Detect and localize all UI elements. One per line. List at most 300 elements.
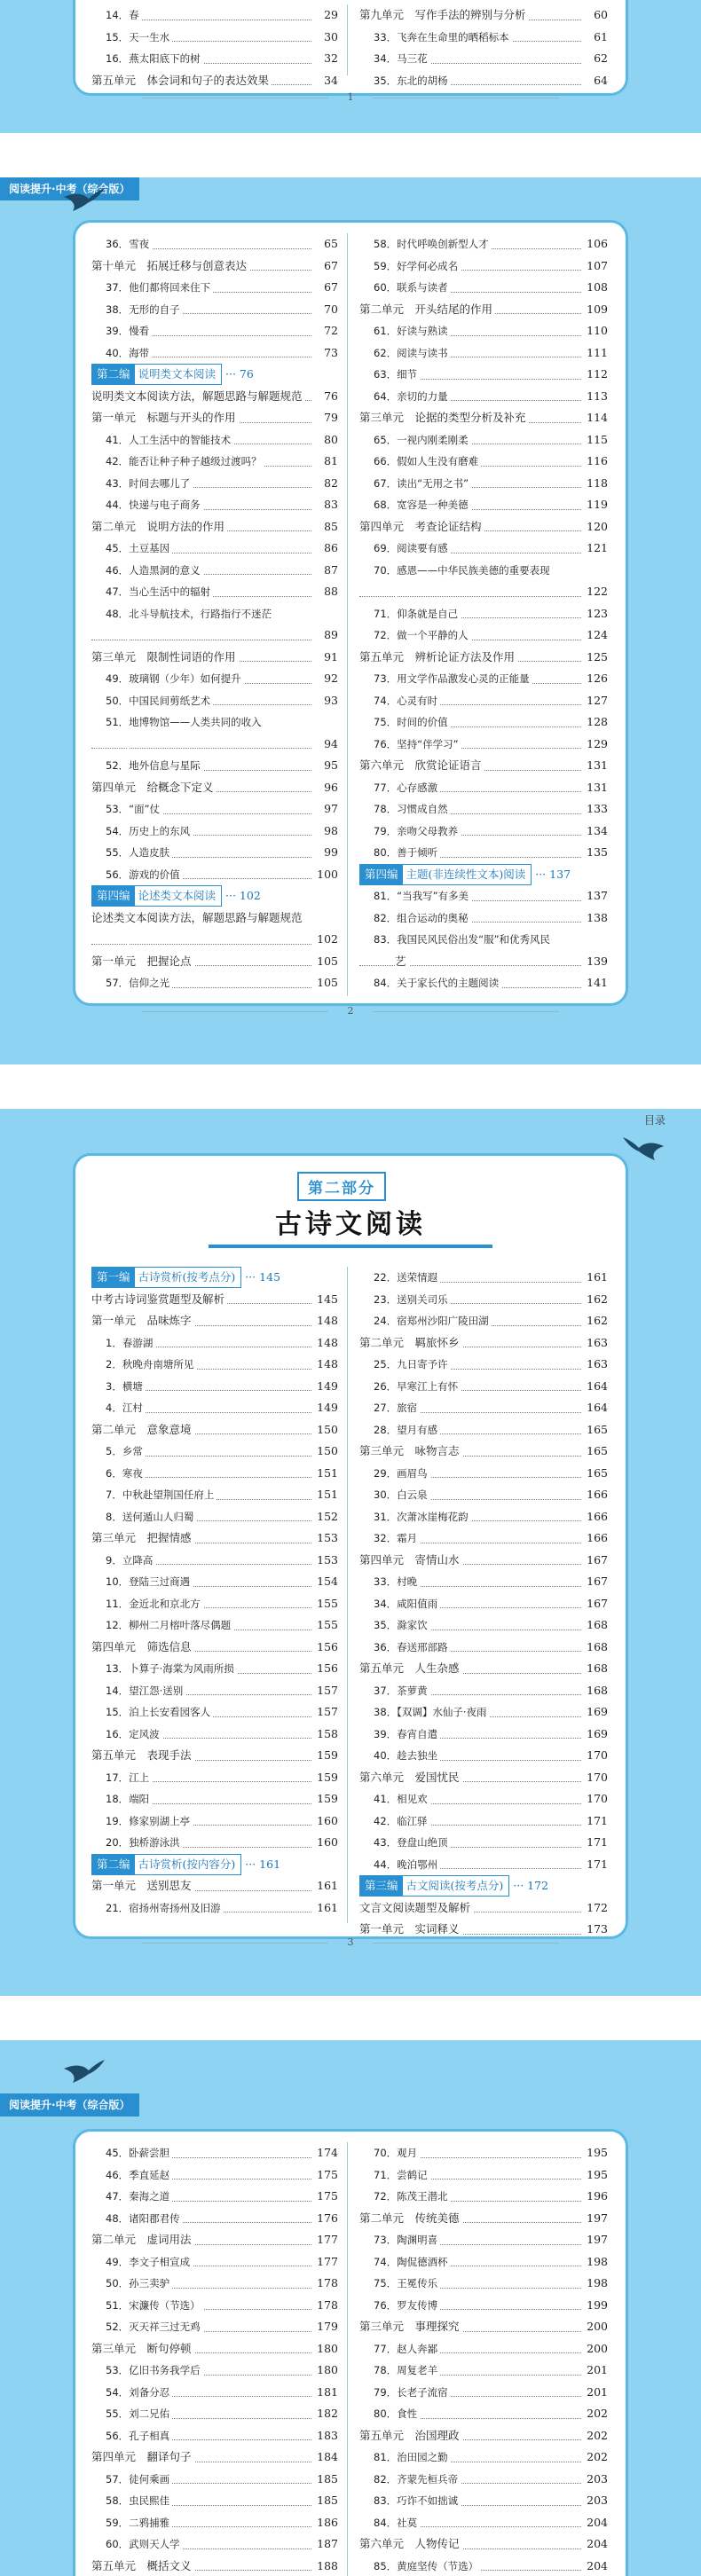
toc-entry-row[interactable] — [359, 1289, 608, 1311]
toc-entry-row[interactable] — [359, 2382, 608, 2404]
entry-title: 24．宿郑州沙阳广陵田湖 — [359, 1315, 492, 1327]
toc-entry-row[interactable] — [359, 1788, 608, 1810]
toc-entry-row[interactable] — [359, 668, 608, 690]
toc-unit-row[interactable] — [359, 516, 608, 538]
toc-unit-row[interactable] — [359, 4, 608, 27]
entry-page: 151 — [311, 1463, 338, 1485]
toc-unit-row[interactable] — [91, 386, 338, 408]
toc-entry-row[interactable] — [359, 538, 608, 560]
toc-page-3 — [0, 1109, 701, 1996]
toc-entry-row[interactable] — [359, 603, 608, 625]
toc-entry-row[interactable] — [91, 2382, 338, 2404]
toc-entry-row[interactable] — [91, 929, 338, 951]
toc-entry-row[interactable] — [91, 864, 338, 886]
entry-page: 127 — [581, 690, 608, 712]
entry-page: 188 — [311, 2556, 338, 2576]
toc-entry-row[interactable] — [91, 277, 338, 299]
toc-left-column — [91, 4, 338, 91]
toc-entry-row[interactable] — [91, 2360, 338, 2382]
toc-entry-row[interactable] — [359, 842, 608, 864]
toc-entry-row[interactable] — [359, 1354, 608, 1376]
toc-entry-row[interactable] — [359, 2360, 608, 2382]
toc-unit-row[interactable] — [359, 2425, 608, 2447]
toc-entry-row[interactable] — [91, 4, 338, 27]
toc-entry-row[interactable] — [91, 1810, 338, 1833]
toc-entry-row[interactable] — [91, 603, 338, 625]
entry-page: 73 — [311, 342, 338, 365]
toc-unit-row[interactable] — [359, 2533, 608, 2556]
toc-entry-row[interactable] — [359, 1463, 608, 1485]
toc-entry-row[interactable] — [91, 1332, 338, 1355]
toc-entry-row[interactable] — [359, 1854, 608, 1876]
toc-unit-row[interactable] — [359, 755, 608, 777]
entry-page: 185 — [311, 2490, 338, 2512]
toc-unit-row[interactable] — [91, 255, 338, 278]
entry-title: 35．滁家饮 — [359, 1619, 430, 1631]
toc-entry-row[interactable] — [91, 2469, 338, 2491]
toc-entry-row[interactable] — [91, 2512, 338, 2534]
toc-unit-row[interactable] — [91, 1528, 338, 1550]
entry-title: 25．九日寄予许 — [359, 1358, 451, 1370]
toc-entry-row[interactable] — [91, 2295, 338, 2317]
entry-page: 168 — [581, 1658, 608, 1680]
toc-entry-row[interactable] — [359, 1528, 608, 1550]
toc-entry-row[interactable] — [91, 624, 338, 647]
section-title: 主题(非连续性文本)阅读 — [406, 867, 526, 881]
entry-title: 第六单元 欣赏论证语言 — [359, 758, 484, 772]
toc-entry-row[interactable] — [359, 2469, 608, 2491]
entry-page: 164 — [581, 1397, 608, 1419]
toc-unit-row[interactable] — [91, 70, 338, 92]
entry-title: 64．亲切的力量 — [359, 390, 451, 403]
toc-unit-row[interactable] — [359, 1897, 608, 1920]
entry-page: 131 — [581, 777, 608, 799]
entry-title: 82．齐蒙先桓兵帝 — [359, 2473, 461, 2486]
entry-page: 149 — [311, 1397, 338, 1419]
toc-entry-row[interactable] — [91, 2316, 338, 2338]
toc-entry-row[interactable] — [91, 560, 338, 582]
entry-title: 50．中国民间剪纸艺术 — [91, 695, 213, 707]
entry-title: 26．早寒江上有怀 — [359, 1380, 461, 1393]
toc-entry-row[interactable] — [359, 2490, 608, 2512]
toc-unit-row[interactable] — [91, 2446, 338, 2469]
toc-entry-row[interactable] — [359, 233, 608, 255]
toc-entry-row[interactable] — [91, 798, 338, 821]
entry-page: 106 — [581, 233, 608, 255]
entry-title: 72．陈茂王潜北 — [359, 2190, 451, 2203]
toc-entry-row[interactable] — [91, 668, 338, 690]
entry-page: 91 — [311, 647, 338, 669]
toc-entry-row[interactable] — [91, 27, 338, 49]
toc-entry-row[interactable] — [359, 27, 608, 49]
toc-page-1 — [0, 0, 701, 133]
entry-title: 61．好读与熟读 — [359, 325, 451, 337]
toc-entry-row[interactable] — [359, 2142, 608, 2164]
toc-entry-row[interactable] — [91, 1788, 338, 1810]
toc-unit-row[interactable] — [91, 1310, 338, 1332]
entry-title: 66．假如人生没有磨难 — [359, 455, 481, 467]
entry-title: 21．宿扬州寄扬州及旧游 — [91, 1902, 224, 1914]
entry-page: 180 — [311, 2360, 338, 2382]
entry-title: 69．阅读要有感 — [359, 542, 451, 554]
entry-page: 166 — [581, 1528, 608, 1550]
toc-entry-row[interactable] — [359, 2556, 608, 2576]
entry-title — [127, 737, 130, 750]
toc-entry-row[interactable] — [359, 929, 608, 951]
entry-title: 71．仰条就是自己 — [359, 608, 461, 620]
toc-entry-row[interactable] — [359, 1571, 608, 1593]
toc-entry-row[interactable] — [359, 1484, 608, 1506]
toc-entry-row[interactable] — [359, 711, 608, 734]
toc-entry-row[interactable] — [91, 473, 338, 495]
toc-entry-row[interactable] — [359, 581, 608, 603]
entry-page: 197 — [581, 2229, 608, 2251]
toc-entry-row[interactable] — [91, 581, 338, 603]
toc-entry-row[interactable] — [91, 2490, 338, 2512]
toc-entry-row[interactable] — [91, 233, 338, 255]
toc-entry-row[interactable] — [359, 951, 608, 973]
entry-page: 134 — [581, 821, 608, 843]
entry-title: 78．习惯成自然 — [359, 803, 451, 815]
entry-page: 88 — [311, 581, 338, 603]
entry-title: 83．我国民风民俗出发“服”和优秀风民 — [359, 933, 553, 946]
entry-title: 57．徒何乘画 — [91, 2473, 172, 2486]
toc-entry-row[interactable] — [359, 48, 608, 70]
entry-page: 186 — [311, 2512, 338, 2534]
toc-unit-row[interactable] — [359, 1550, 608, 1572]
toc-entry-row[interactable] — [359, 972, 608, 994]
toc-entry-row[interactable] — [359, 777, 608, 799]
entry-page: 198 — [581, 2251, 608, 2274]
toc-entry-row[interactable] — [91, 1571, 338, 1593]
section-page: ··· 76 — [225, 367, 254, 381]
toc-entry-row[interactable] — [91, 1484, 338, 1506]
toc-entry-row[interactable] — [91, 2533, 338, 2556]
entry-title: 42．临江驿 — [359, 1815, 430, 1827]
toc-entry-row[interactable] — [359, 907, 608, 930]
toc-unit-row[interactable] — [91, 1745, 338, 1767]
entry-page: 173 — [581, 1919, 608, 1939]
entry-title: 20．独桥游泳洪 — [91, 1836, 183, 1849]
toc-unit-row[interactable] — [91, 777, 338, 799]
entry-page: 159 — [311, 1767, 338, 1789]
section-tag: 第一编 — [92, 1268, 135, 1287]
entry-page: 170 — [581, 1745, 608, 1767]
toc-entry-row[interactable] — [91, 451, 338, 473]
entry-page: 137 — [581, 885, 608, 907]
toc-entry-row[interactable] — [359, 2446, 608, 2469]
toc-entry-row[interactable] — [91, 711, 338, 734]
toc-unit-row[interactable] — [359, 1919, 608, 1939]
toc-entry-row[interactable] — [91, 2186, 338, 2208]
toc-entry-row[interactable] — [359, 255, 608, 278]
entry-page: 62 — [581, 48, 608, 70]
toc-entry-row[interactable] — [359, 2273, 608, 2295]
entry-page: 155 — [311, 1593, 338, 1615]
toc-entry-row[interactable] — [359, 1680, 608, 1702]
entry-page: 70 — [311, 299, 338, 321]
toc-entry-row[interactable] — [91, 1680, 338, 1702]
entry-title: 39．春宵自遣 — [359, 1728, 440, 1740]
entry-page: 86 — [311, 538, 338, 560]
toc-entry-row[interactable] — [359, 70, 608, 92]
toc-entry-row[interactable] — [359, 2512, 608, 2534]
section-badge[interactable] — [91, 1854, 338, 1876]
toc-entry-row[interactable] — [359, 1810, 608, 1833]
toc-unit-row[interactable] — [359, 1441, 608, 1463]
toc-entry-row[interactable] — [359, 451, 608, 473]
toc-entry-row[interactable] — [359, 1614, 608, 1637]
entry-page: 201 — [581, 2382, 608, 2404]
toc-entry-row[interactable] — [359, 1637, 608, 1659]
section-badge[interactable] — [91, 1267, 338, 1289]
entry-page: 203 — [581, 2490, 608, 2512]
toc-entry-row[interactable] — [91, 1441, 338, 1463]
toc-entry-row[interactable] — [359, 1832, 608, 1854]
toc-entry-row[interactable] — [91, 842, 338, 864]
toc-entry-row[interactable] — [359, 1419, 608, 1441]
entry-title: 第五单元 概括文义 — [91, 2559, 194, 2572]
toc-unit-row[interactable] — [91, 647, 338, 669]
section-badge[interactable] — [91, 364, 338, 386]
entry-page: 61 — [581, 27, 608, 49]
entry-page: 167 — [581, 1571, 608, 1593]
page-number: 2 — [347, 1005, 354, 1017]
toc-entry-row[interactable] — [359, 429, 608, 452]
toc-unit-row[interactable] — [91, 516, 338, 538]
toc-unit-row[interactable] — [91, 951, 338, 973]
toc-entry-row[interactable] — [359, 1745, 608, 1767]
toc-entry-row[interactable] — [359, 560, 608, 582]
entry-title: 第一单元 把握论点 — [91, 954, 194, 968]
toc-entry-row[interactable] — [91, 1397, 338, 1419]
toc-entry-row[interactable] — [359, 885, 608, 907]
toc-entry-row[interactable] — [91, 1463, 338, 1485]
toc-entry-row[interactable] — [359, 342, 608, 365]
toc-unit-row[interactable] — [359, 2208, 608, 2230]
toc-entry-row[interactable] — [91, 1658, 338, 1680]
toc-entry-row[interactable] — [359, 1724, 608, 1746]
title-rule — [209, 1245, 492, 1248]
toc-entry-row[interactable] — [91, 1701, 338, 1724]
entry-title: 85．黄庭坚传（节选） — [359, 2560, 481, 2572]
toc-entry-row[interactable] — [91, 1376, 338, 1398]
entry-page: 32 — [311, 48, 338, 70]
entry-page: 79 — [311, 407, 338, 429]
section-badge[interactable] — [359, 864, 608, 886]
toc-entry-row[interactable] — [359, 494, 608, 516]
entry-title: 31．次萧冰崖梅花韵 — [359, 1511, 471, 1523]
entry-title: 41．相见欢 — [359, 1793, 430, 1805]
entry-title: 第一单元 标题与开头的作用 — [91, 411, 239, 424]
toc-entry-row[interactable] — [91, 821, 338, 843]
toc-entry-row[interactable] — [91, 2208, 338, 2230]
toc-entry-row[interactable] — [91, 972, 338, 994]
entry-page: 197 — [581, 2208, 608, 2230]
toc-entry-row[interactable] — [91, 690, 338, 712]
entry-page: 97 — [311, 798, 338, 821]
toc-entry-row[interactable] — [91, 2142, 338, 2164]
entry-title: 1．春游湖 — [91, 1337, 155, 1349]
toc-entry-row[interactable] — [91, 1550, 338, 1572]
entry-page: 67 — [311, 255, 338, 278]
entry-title: 77．心存感激 — [359, 781, 440, 794]
section-page: ··· 137 — [535, 867, 571, 881]
toc-entry-row[interactable] — [91, 2425, 338, 2447]
entry-page: 204 — [581, 2533, 608, 2556]
toc-entry-row[interactable] — [91, 1506, 338, 1528]
toc-entry-row[interactable] — [91, 1614, 338, 1637]
entry-page: 183 — [311, 2425, 338, 2447]
toc-entry-row[interactable] — [359, 798, 608, 821]
toc-unit-row[interactable] — [91, 1419, 338, 1441]
entry-title: 46．季直延赵 — [91, 2169, 172, 2181]
entry-title: 11．金近北和京北方 — [91, 1598, 203, 1610]
toc-unit-row[interactable] — [359, 299, 608, 321]
entry-title: 77．赵人奔鄙 — [359, 2343, 440, 2355]
toc-entry-row[interactable] — [91, 2164, 338, 2187]
toc-entry-row[interactable] — [91, 342, 338, 365]
toc-entry-row[interactable] — [359, 1701, 608, 1724]
toc-entry-row[interactable] — [91, 2403, 338, 2425]
toc-entry-row[interactable] — [91, 1354, 338, 1376]
entry-title: 52．地外信息与星际 — [91, 759, 203, 772]
toc-entry-row[interactable] — [91, 1767, 338, 1789]
entry-title: 第三单元 咏物言志 — [359, 1444, 462, 1457]
toc-unit-row[interactable] — [91, 2338, 338, 2360]
entry-title: 艺 — [395, 954, 409, 968]
page-number-rule — [142, 1943, 328, 1944]
toc-unit-row[interactable] — [359, 647, 608, 669]
entry-page: 85 — [311, 516, 338, 538]
toc-entry-row[interactable] — [359, 734, 608, 756]
section-badge[interactable] — [359, 1875, 608, 1897]
toc-entry-row[interactable] — [359, 1506, 608, 1528]
entry-title: 60．武则天人学 — [91, 2538, 183, 2550]
toc-unit-row[interactable] — [91, 2556, 338, 2576]
toc-entry-row[interactable] — [359, 2251, 608, 2274]
toc-entry-row[interactable] — [359, 1376, 608, 1398]
toc-unit-row[interactable] — [91, 407, 338, 429]
toc-entry-row[interactable] — [91, 1724, 338, 1746]
entry-title: 48．北斗导航技术，行路指行不迷茫 — [91, 608, 274, 620]
entry-page: 154 — [311, 1571, 338, 1593]
entry-title: 38．【双调】水仙子·夜雨 — [359, 1706, 490, 1718]
entry-title: 57．信仰之光 — [91, 977, 172, 989]
entry-page: 170 — [581, 1788, 608, 1810]
toc-unit-row[interactable] — [91, 1289, 338, 1311]
toc-entry-row[interactable] — [91, 755, 338, 777]
entry-title: 83．巧诈不如拙诚 — [359, 2494, 461, 2507]
entry-page: 166 — [581, 1484, 608, 1506]
entry-page: 156 — [311, 1658, 338, 1680]
entry-page: 204 — [581, 2556, 608, 2576]
toc-entry-row[interactable] — [359, 624, 608, 647]
toc-entry-row[interactable] — [359, 277, 608, 299]
toc-entry-row[interactable] — [359, 386, 608, 408]
entry-title: 75．时间的价值 — [359, 716, 451, 728]
entry-page: 82 — [311, 473, 338, 495]
toc-unit-row[interactable] — [91, 907, 338, 930]
toc-entry-row[interactable] — [91, 1897, 338, 1920]
entry-title: 37．他们都将回来住下 — [91, 281, 213, 294]
toc-right-column — [359, 4, 608, 91]
toc-entry-row[interactable] — [359, 821, 608, 843]
entry-page: 162 — [581, 1310, 608, 1332]
entry-page: 198 — [581, 2273, 608, 2295]
entry-title: 40．趁去独坐 — [359, 1749, 440, 1762]
toc-unit-row[interactable] — [359, 1658, 608, 1680]
entry-title: 70．观月 — [359, 2147, 420, 2159]
section-page: ··· 172 — [513, 1879, 549, 1892]
column-divider — [347, 2142, 348, 2576]
entry-title: 23．送别关司乐 — [359, 1293, 451, 1306]
toc-entry-row[interactable] — [359, 1593, 608, 1615]
entry-page: 112 — [581, 364, 608, 386]
toc-unit-row[interactable] — [359, 1332, 608, 1355]
toc-entry-row[interactable] — [91, 2273, 338, 2295]
toc-entry-row[interactable] — [359, 2295, 608, 2317]
section-page: ··· 145 — [245, 1270, 281, 1284]
entry-page: 111 — [581, 342, 608, 365]
entry-title: 10．登陆三过商遇 — [91, 1575, 193, 1588]
toc-unit-row[interactable] — [91, 1637, 338, 1659]
toc-entry-row[interactable] — [359, 320, 608, 342]
entry-page: 34 — [311, 70, 338, 92]
entry-page: 156 — [311, 1637, 338, 1659]
toc-entry-row[interactable] — [359, 2229, 608, 2251]
toc-entry-row[interactable] — [91, 320, 338, 342]
entry-page: 119 — [581, 494, 608, 516]
toc-entry-row[interactable] — [359, 364, 608, 386]
toc-entry-row[interactable] — [91, 734, 338, 756]
toc-entry-row[interactable] — [359, 2403, 608, 2425]
toc-entry-row[interactable] — [359, 2186, 608, 2208]
toc-entry-row[interactable] — [359, 1267, 608, 1289]
toc-entry-row[interactable] — [91, 2251, 338, 2274]
toc-entry-row[interactable] — [359, 2338, 608, 2360]
toc-entry-row[interactable] — [359, 2164, 608, 2187]
toc-unit-row[interactable] — [359, 2316, 608, 2338]
toc-entry-row[interactable] — [91, 429, 338, 452]
toc-entry-row[interactable] — [91, 1832, 338, 1854]
section-badge[interactable] — [91, 885, 338, 907]
entry-page: 159 — [311, 1788, 338, 1810]
entry-title: 56．游戏的价值 — [91, 868, 183, 881]
toc-entry-row[interactable] — [359, 1397, 608, 1419]
toc-entry-row[interactable] — [91, 538, 338, 560]
entry-title: 15．泊上长安看园客人 — [91, 1706, 213, 1718]
toc-unit-row[interactable] — [359, 1767, 608, 1789]
toc-entry-row[interactable] — [91, 299, 338, 321]
entry-page: 133 — [581, 798, 608, 821]
entry-title: 76．罗友传博 — [359, 2299, 440, 2312]
toc-entry-row[interactable] — [359, 1310, 608, 1332]
toc-entry-row[interactable] — [359, 473, 608, 495]
toc-entry-row[interactable] — [359, 690, 608, 712]
toc-unit-row[interactable] — [91, 2229, 338, 2251]
toc-entry-row[interactable] — [91, 48, 338, 70]
toc-unit-row[interactable] — [359, 407, 608, 429]
toc-unit-row[interactable] — [91, 1875, 338, 1897]
entry-title: 43．时间去哪儿了 — [91, 477, 193, 490]
toc-page-4 — [0, 2040, 701, 2576]
entry-title: 4．江村 — [91, 1402, 146, 1414]
toc-entry-row[interactable] — [91, 1593, 338, 1615]
entry-title: 67．读出“无用之书” — [359, 477, 471, 490]
toc-entry-row[interactable] — [91, 494, 338, 516]
entry-page: 126 — [581, 668, 608, 690]
